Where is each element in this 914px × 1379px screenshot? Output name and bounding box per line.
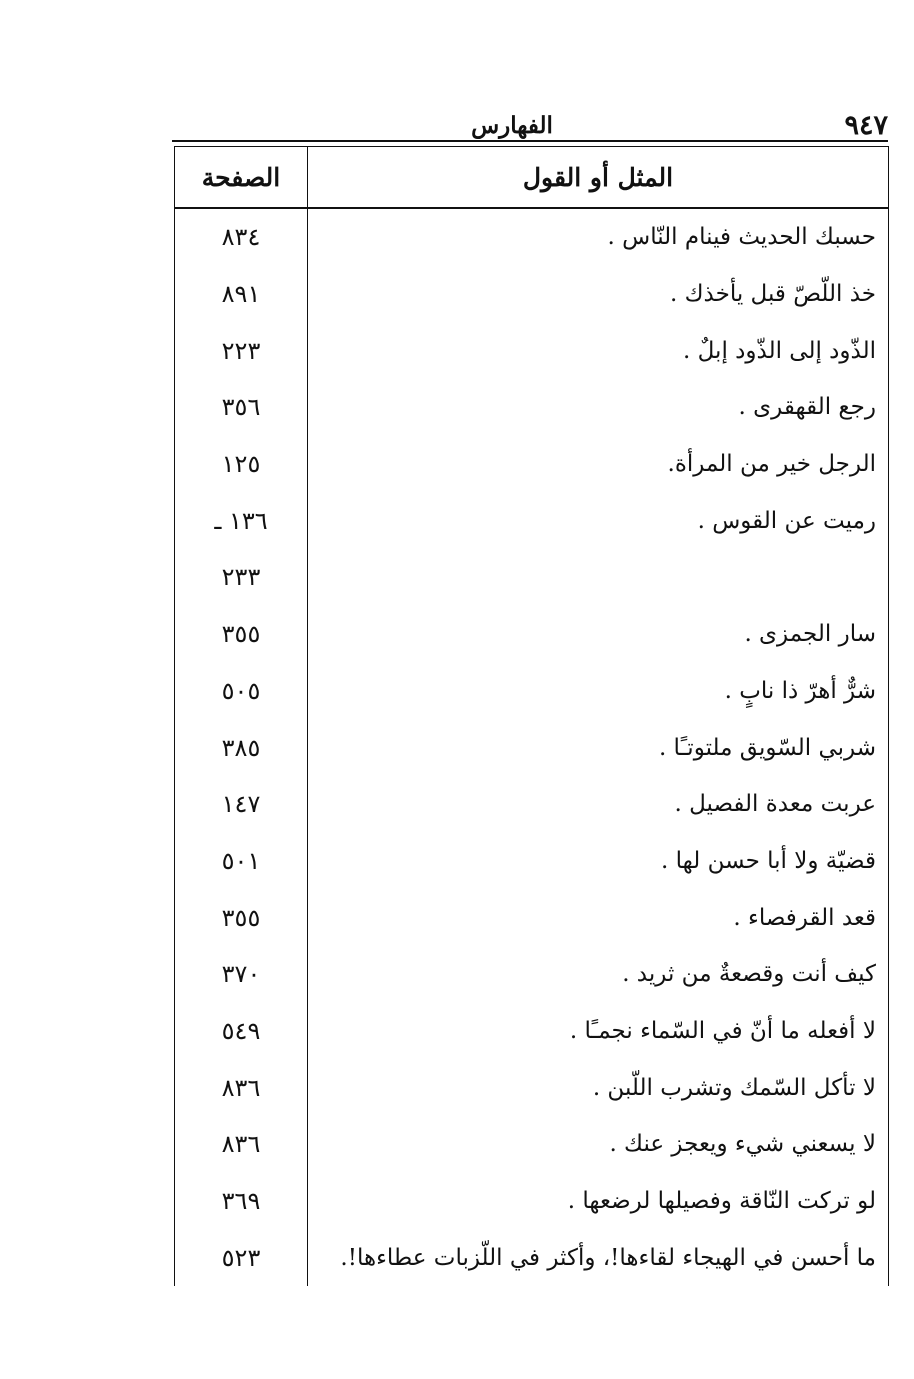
saying-cell: لو تركت النّاقة وفصيلها لرضعها . bbox=[308, 1173, 889, 1230]
saying-cell: رميت عن القوس . bbox=[308, 492, 889, 549]
page-cell: ٣٨٥ bbox=[175, 719, 308, 776]
saying-cell: قعد القرفصاء . bbox=[308, 889, 889, 946]
saying-cell: حسبك الحديث فينام النّاس . bbox=[308, 208, 889, 266]
table-row bbox=[175, 719, 889, 776]
saying-cell: الذّود إلى الذّود إبلٌ . bbox=[308, 322, 889, 379]
table-row bbox=[175, 379, 889, 436]
table-row bbox=[175, 322, 889, 379]
page-cell: ١٤٧ bbox=[175, 776, 308, 833]
page-cell: ٣٥٥ bbox=[175, 606, 308, 663]
page-cell: ٣٥٥ bbox=[175, 889, 308, 946]
table-row bbox=[175, 1173, 889, 1230]
table-header-row bbox=[175, 147, 889, 209]
page-cell: ١٣٦ ـ bbox=[175, 492, 308, 549]
page-cell: ٨٣٤ bbox=[175, 208, 308, 266]
saying-column-header: المثل أو القول bbox=[308, 147, 889, 209]
table-row bbox=[175, 889, 889, 946]
saying-cell: شرٌّ أهرّ ذا نابٍ . bbox=[308, 663, 889, 720]
page-cell: ٥٢٣ bbox=[175, 1229, 308, 1286]
saying-cell: الرجل خير من المرأة. bbox=[308, 436, 889, 493]
page-cell: ١٢٥ bbox=[175, 436, 308, 493]
page-cell: ٨٣٦ bbox=[175, 1116, 308, 1173]
saying-cell: لا تأكل السّمك وتشرب اللّبن . bbox=[308, 1059, 889, 1116]
page-number: ٩٤٧ bbox=[844, 110, 888, 141]
table-row bbox=[175, 549, 889, 606]
saying-cell bbox=[308, 549, 889, 606]
table-row bbox=[175, 1116, 889, 1173]
page-cell: ٢٣٣ bbox=[175, 549, 308, 606]
table-row bbox=[175, 946, 889, 1003]
page-cell: ٨٩١ bbox=[175, 266, 308, 323]
table-row bbox=[175, 208, 889, 266]
saying-cell: لا يسعني شيء ويعجز عنك . bbox=[308, 1116, 889, 1173]
page-cell: ٣٥٦ bbox=[175, 379, 308, 436]
saying-cell: سار الجمزى . bbox=[308, 606, 889, 663]
table-row bbox=[175, 776, 889, 833]
table-row bbox=[175, 1059, 889, 1116]
page-cell: ٥٠١ bbox=[175, 833, 308, 890]
page-cell: ٨٣٦ bbox=[175, 1059, 308, 1116]
page-cell: ٥٤٩ bbox=[175, 1003, 308, 1060]
saying-cell: شربي السّويق ملتوتـًا . bbox=[308, 719, 889, 776]
table-row bbox=[175, 1003, 889, 1060]
page-column-header: الصفحة bbox=[175, 147, 308, 209]
proverbs-index-table bbox=[174, 146, 889, 1286]
page-cell: ٢٢٣ bbox=[175, 322, 308, 379]
table-row bbox=[175, 606, 889, 663]
saying-cell: عربت معدة الفصيل . bbox=[308, 776, 889, 833]
saying-cell: لا أفعله ما أنّ في السّماء نجمـًا . bbox=[308, 1003, 889, 1060]
saying-cell: خذ اللّصّ قبل يأخذك . bbox=[308, 266, 889, 323]
page-cell: ٣٧٠ bbox=[175, 946, 308, 1003]
page-cell: ٣٦٩ bbox=[175, 1173, 308, 1230]
running-title: الفهارس bbox=[471, 112, 553, 139]
saying-cell: رجع القهقرى . bbox=[308, 379, 889, 436]
table-row bbox=[175, 492, 889, 549]
page-header bbox=[172, 110, 888, 142]
table-row bbox=[175, 436, 889, 493]
saying-cell: قضيّة ولا أبا حسن لها . bbox=[308, 833, 889, 890]
table-row bbox=[175, 266, 889, 323]
table-row bbox=[175, 1229, 889, 1286]
saying-cell: كيف أنت وقصعةٌ من ثريد . bbox=[308, 946, 889, 1003]
table-row bbox=[175, 833, 889, 890]
header-rule bbox=[172, 140, 888, 142]
table-row bbox=[175, 663, 889, 720]
page-cell: ٥٠٥ bbox=[175, 663, 308, 720]
saying-cell: ما أحسن في الهيجاء لقاءها!، وأكثر في اللّزبات عطاءها!. bbox=[308, 1229, 889, 1286]
